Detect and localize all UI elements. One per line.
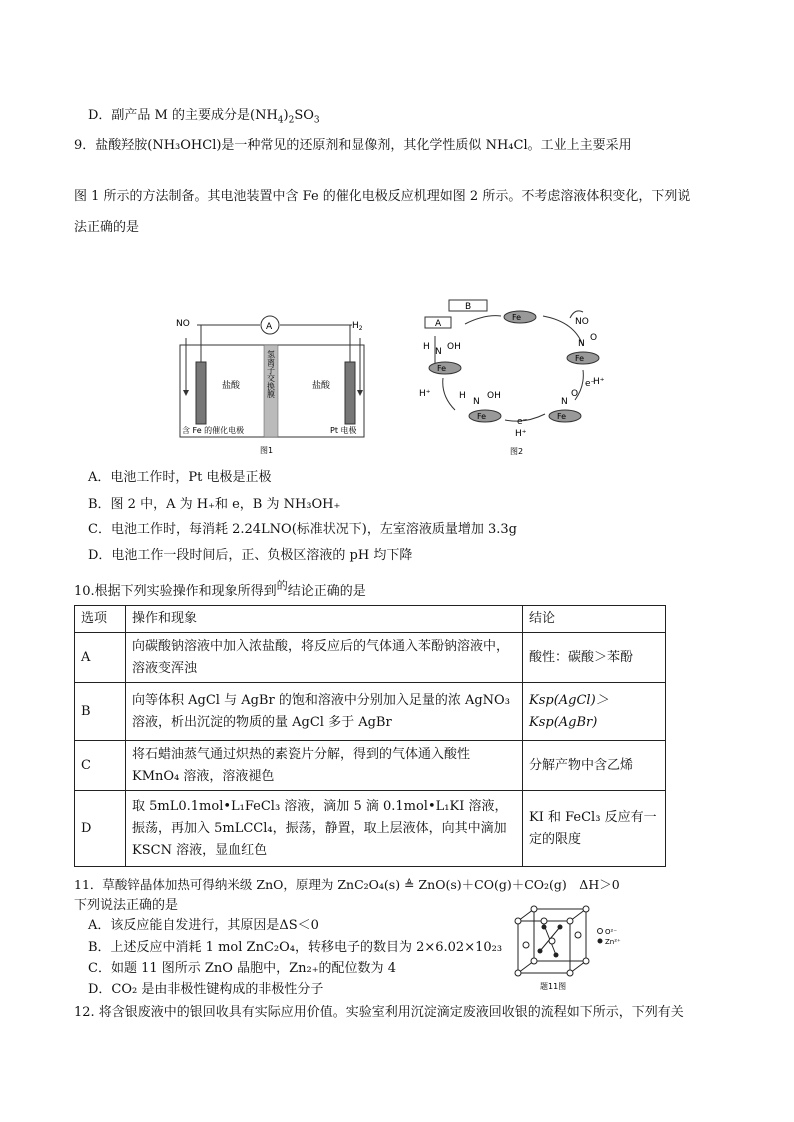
q12-stem-line1: 12. 将含银废液中的银回收具有实际应用价值。实验室利用沉淀滴定废液回收银的流程如下所示，下列有关 bbox=[74, 1005, 684, 1020]
q11-option-b: B．上述反应中消耗 1 mol ZnC₂O₄，转移电子的数目为 2×6.02×10₂₃ bbox=[88, 940, 503, 955]
fig1-left-solution: 盐酸 bbox=[222, 381, 241, 391]
q9-stem-line1: 9．盐酸羟胺(NH₃OHCl)是一种常见的还原剂和显像剂，其化学性质似 NH₄Cl。工业上主要采用 bbox=[74, 138, 632, 153]
table-cell-conclusion: Ksp(AgCl)＞Ksp(AgBr) bbox=[523, 683, 666, 741]
q9-figure-2 bbox=[415, 296, 615, 458]
fig2-e-right: e⁻ bbox=[585, 379, 596, 389]
fig1-left-electrode-label: 含 Fe 的催化电极 bbox=[182, 426, 245, 435]
table-cell-conclusion: 酸性：碳酸＞苯酚 bbox=[523, 633, 666, 683]
fig2-o-right: O bbox=[590, 333, 598, 343]
q11-legend-zn: Zn²⁺ bbox=[605, 938, 621, 946]
fig2-h-bottom-left: H bbox=[459, 391, 466, 401]
table-row bbox=[75, 633, 666, 683]
fig2-o-bottom-right: O bbox=[571, 389, 579, 399]
q9-option-c: C．电池工作时，每消耗 2.24LNO(标准状况下)，左室溶液质量增加 3.3g bbox=[88, 522, 517, 537]
fig1-no-label: NO bbox=[176, 319, 190, 329]
fig2-n-bottom-right: N bbox=[561, 397, 568, 407]
q9-option-b: B．图 2 中，A 为 H₊和 e，B 为 NH₃OH₊ bbox=[88, 497, 341, 512]
fig2-box-b: B bbox=[465, 302, 472, 312]
q9-figure-1 bbox=[172, 310, 372, 460]
fig1-caption: 图1 bbox=[260, 446, 274, 455]
table-cell-conclusion: 分解产物中含乙烯 bbox=[523, 741, 666, 791]
q9-stem-line3: 法正确的是 bbox=[74, 220, 140, 235]
table-header-cell: 操作和现象 bbox=[126, 606, 523, 633]
fig2-fe-right: Fe bbox=[575, 354, 585, 363]
q10-table bbox=[74, 605, 666, 867]
fig2-oh-left: OH bbox=[447, 342, 461, 352]
fig2-oh-bottom-left: OH bbox=[487, 391, 501, 401]
fig1-right-solution: 盐酸 bbox=[312, 381, 331, 391]
q11-option-c: C．如题 11 图所示 ZnO 晶胞中，Zn₂₊的配位数为 4 bbox=[88, 961, 396, 976]
q11-stem-line2: 下列说法正确的是 bbox=[74, 898, 179, 913]
fig2-hplus-bottom: H⁺ bbox=[515, 429, 527, 439]
fig2-hplus-right: H⁺ bbox=[593, 377, 605, 387]
q11-figure-caption: 题11图 bbox=[540, 982, 567, 991]
table-cell-option: B bbox=[75, 683, 126, 741]
table-cell-operation: 将石蜡油蒸气通过炽热的素瓷片分解，得到的气体通入酸性 KMnO₄ 溶液，溶液褪色 bbox=[126, 741, 523, 791]
fig2-fe-bottom-right: Fe bbox=[557, 412, 567, 421]
q8-option-d: D．副产品 M 的主要成分是$(NH_4)_2SO_3$ bbox=[88, 108, 320, 126]
q11-option-a: A．该反应能自发进行，其原因是ΔS＜0 bbox=[88, 918, 319, 933]
fig2-fe-top: Fe bbox=[512, 313, 522, 322]
fig2-h-left: H bbox=[423, 342, 430, 352]
fig2-n-right: N bbox=[578, 339, 585, 349]
fig2-fe-left: Fe bbox=[437, 364, 447, 373]
table-cell-operation: 向等体积 AgCl 与 AgBr 的饱和溶液中分别加入足量的浓 AgNO₃ 溶液，析出沉淀的物质的量 AgCl 多于 AgBr bbox=[126, 683, 523, 741]
table-header-row bbox=[75, 606, 666, 633]
q9-stem-line2: 图 1 所示的方法制备。其电池装置中含 Fe 的催化电极反应机理如图 2 所示。不考虑溶液体积变化，下列说 bbox=[74, 189, 691, 204]
q11-crystal-figure bbox=[510, 905, 630, 993]
table-cell-conclusion: KI 和 FeCl₃ 反应有一定的限度 bbox=[523, 791, 666, 867]
fig1-ammeter-label: A bbox=[266, 322, 273, 332]
fig2-n-bottom-left: N bbox=[473, 397, 480, 407]
fig2-caption: 图2 bbox=[510, 447, 524, 456]
table-header-cell: 选项 bbox=[75, 606, 126, 633]
table-row bbox=[75, 791, 666, 867]
fig2-fe-bottom-left: Fe bbox=[477, 412, 487, 421]
q11-option-d: D．CO₂ 是由非极性键构成的非极性分子 bbox=[88, 982, 324, 997]
q11-stem-line1: 11．草酸锌晶体加热可得纳米级 ZnO，原理为 ZnC₂O₄(s) ≜ ZnO(s)＋CO(g)＋CO₂(g) ΔH＞0 bbox=[74, 877, 620, 892]
table-cell-option: A bbox=[75, 633, 126, 683]
q9-option-d: D．电池工作一段时间后，正、负极区溶液的 pH 均下降 bbox=[88, 548, 413, 563]
fig1-right-electrode-label: Pt 电极 bbox=[330, 426, 357, 435]
fig2-e-bottom: e⁻ bbox=[517, 417, 528, 427]
fig2-n-left: N bbox=[435, 347, 442, 357]
table-cell-option: D bbox=[75, 791, 126, 867]
fig2-no: NO bbox=[575, 317, 589, 327]
fig2-box-a: A bbox=[435, 319, 442, 329]
table-row bbox=[75, 683, 666, 741]
table-cell-operation: 向碳酸钠溶液中加入浓盐酸，将反应后的气体通入苯酚钠溶液中，溶液变浑浊 bbox=[126, 633, 523, 683]
table-row bbox=[75, 741, 666, 791]
q9-option-a: A．电池工作时，Pt 电极是正极 bbox=[88, 470, 272, 485]
q11-legend-o: O²⁻ bbox=[605, 928, 618, 936]
fig1-h2-label: $H_2$ bbox=[352, 321, 363, 332]
table-header-cell: 结论 bbox=[523, 606, 666, 633]
table-cell-option: C bbox=[75, 741, 126, 791]
fig2-hplus-left: H⁺ bbox=[419, 389, 431, 399]
fig1-membrane-label: 氢离子交换膜 bbox=[266, 350, 276, 398]
table-cell-operation: 取 5mL0.1mol•L₁FeCl₃ 溶液，滴加 5 滴 0.1mol•L₁KI 溶液，振荡，再加入 5mLCCl₄，振荡，静置，取上层液体，向其中滴加 KSCN 溶液，显血红色 bbox=[126, 791, 523, 867]
q10-stem: 10.根据下列实验操作和现象所得到$^的$结论正确的是 bbox=[74, 579, 366, 599]
